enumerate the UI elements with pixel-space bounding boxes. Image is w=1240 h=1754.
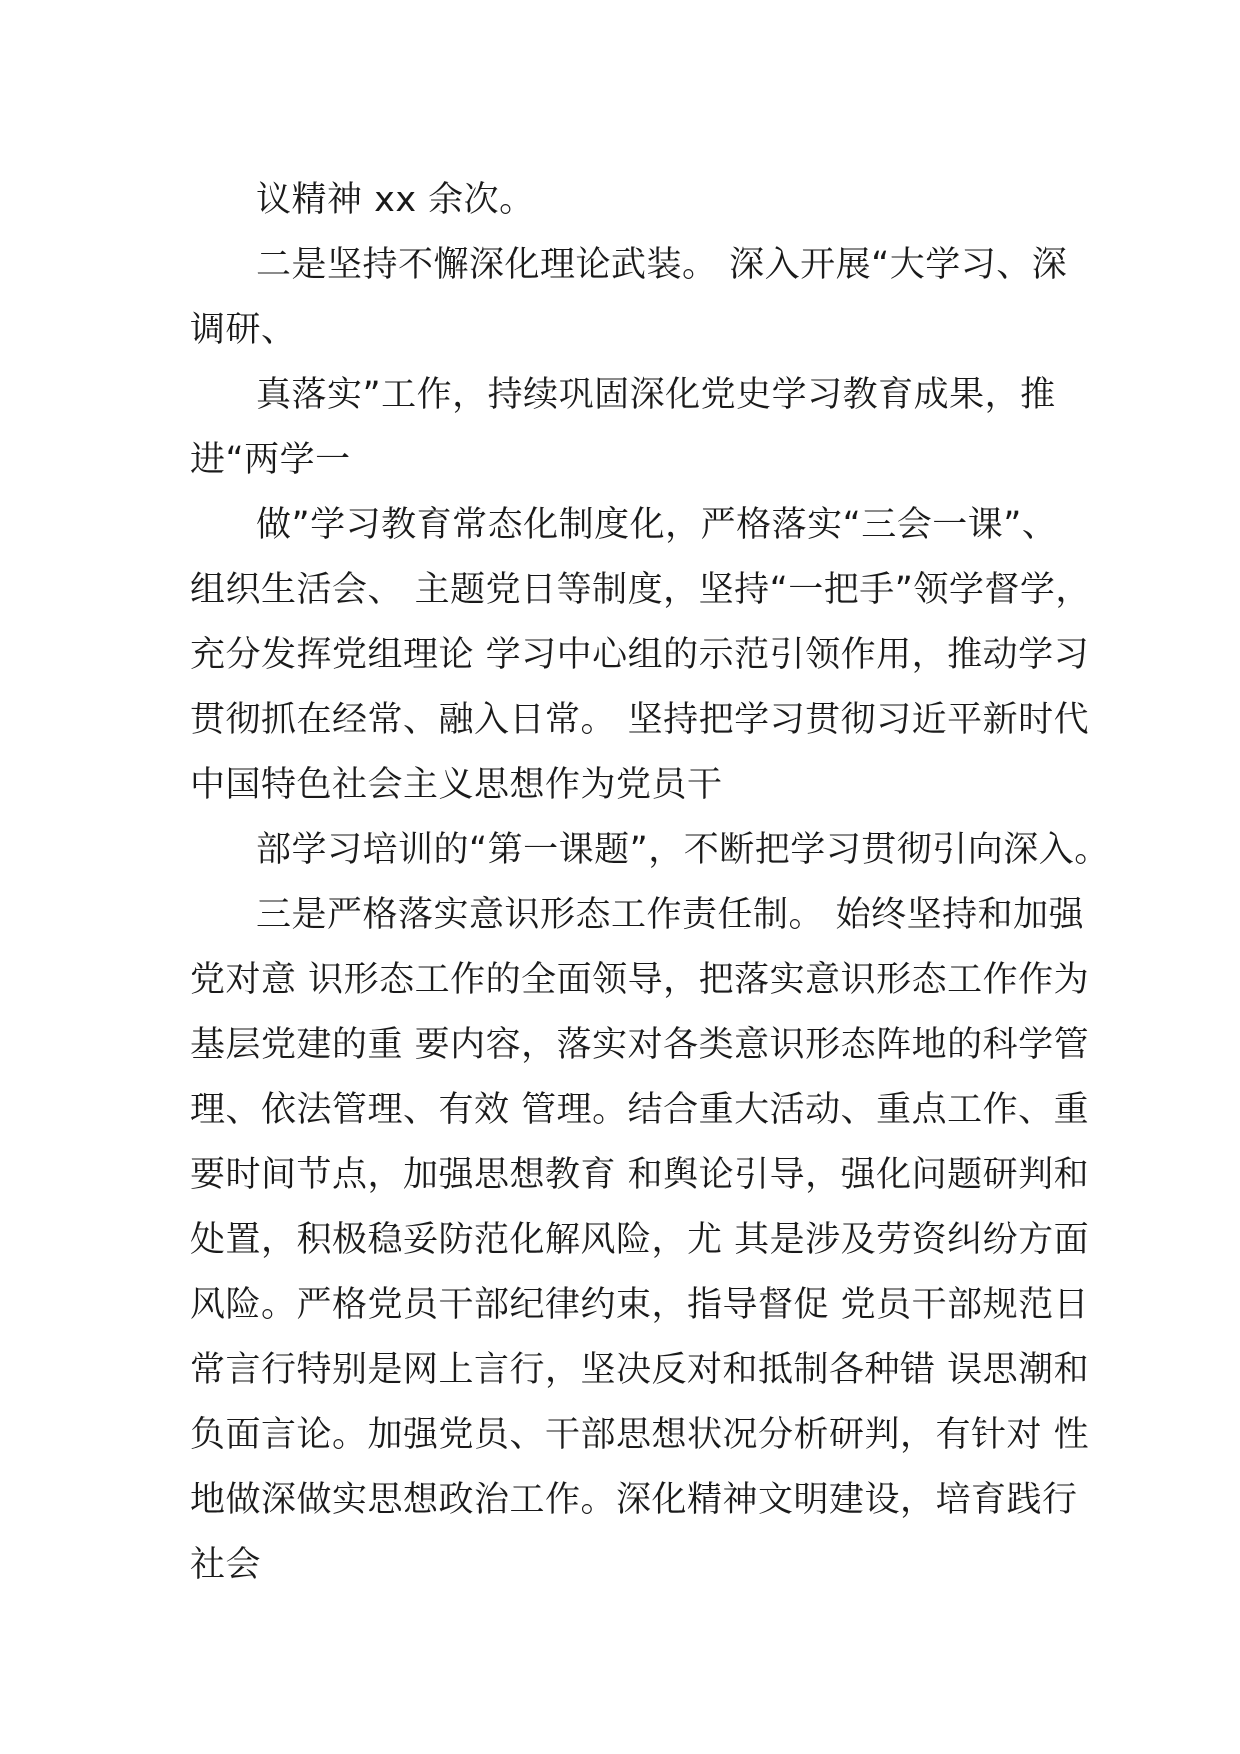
- text-line: 常言行特别是网上言行，坚决反对和抵制各种错 误思潮和: [190, 1350, 1090, 1390]
- text-line: 三是严格落实意识形态工作责任制。 始终坚持和加强: [256, 895, 1085, 935]
- text-line: 议精神 xx 余次。: [256, 180, 535, 220]
- text-line: 中国特色社会主义思想作为党员干: [190, 765, 723, 805]
- text-line: 风险。严格党员干部纪律约束，指导督促 党员干部规范日: [190, 1285, 1090, 1325]
- text-line: 贯彻抓在经常、融入日常。 坚持把学习贯彻习近平新时代: [190, 700, 1090, 740]
- text-line: 做”学习教育常态化制度化，严格落实“三会一课”、: [256, 505, 1058, 545]
- text-line: 处置，积极稳妥防范化解风险，尤 其是涉及劳资纠纷方面: [190, 1220, 1090, 1260]
- text-line: 地做深做实思想政治工作。深化精神文明建设，培育践行: [190, 1480, 1078, 1520]
- text-line: 基层党建的重 要内容，落实对各类意识形态阵地的科学管: [190, 1025, 1090, 1065]
- text-line: 党对意 识形态工作的全面领导，把落实意识形态工作作为: [190, 960, 1090, 1000]
- text-line: 充分发挥党组理论 学习中心组的示范引领作用，推动学习: [190, 635, 1090, 675]
- text-line: 真落实”工作，持续巩固深化党史学习教育成果，推: [256, 375, 1056, 415]
- text-line: 部学习培训的“第一课题”，不断把学习贯彻引向深入。: [256, 830, 1110, 870]
- text-line: 二是坚持不懈深化理论武装。 深入开展“大学习、深: [256, 245, 1068, 285]
- text-line: 负面言论。加强党员、干部思想状况分析研判，有针对 性: [190, 1415, 1090, 1455]
- text-line: 社会: [190, 1545, 262, 1585]
- text-line: 理、依法管理、有效 管理。结合重大活动、重点工作、重: [190, 1090, 1090, 1130]
- text-line: 组织生活会、 主题党日等制度，坚持“一把手”领学督学，: [190, 570, 1091, 610]
- text-line: 调研、: [190, 310, 297, 350]
- text-line: 进“两学一: [190, 440, 351, 480]
- text-line: 要时间节点，加强思想教育 和舆论引导，强化问题研判和: [190, 1155, 1090, 1195]
